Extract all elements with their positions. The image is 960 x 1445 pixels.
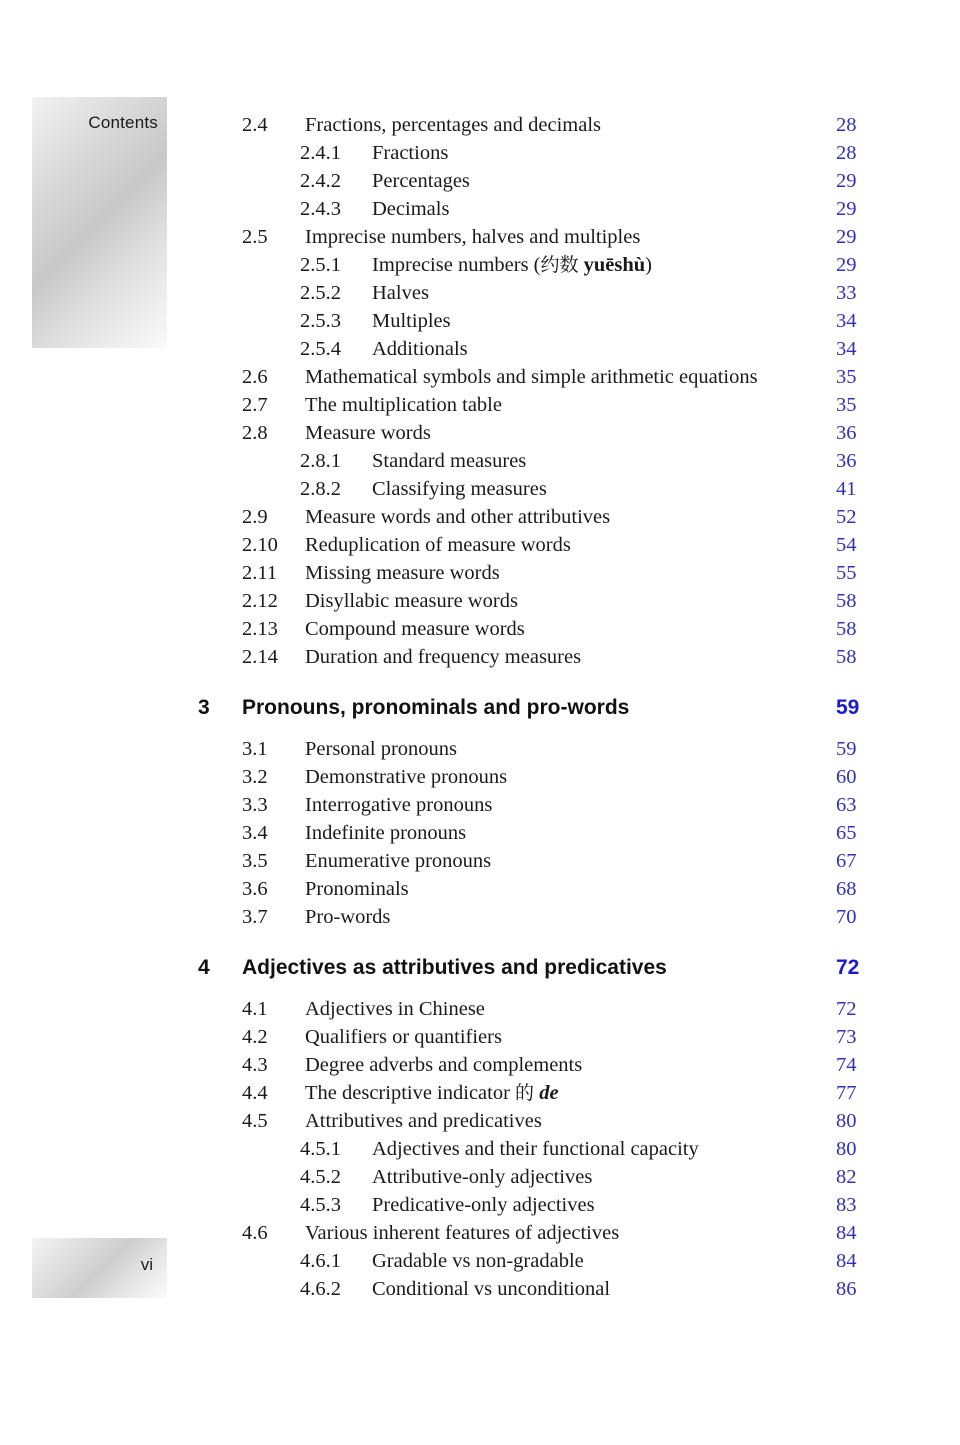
toc-entry-row[interactable] — [0, 447, 960, 475]
toc-entry-title: Adjectives and their functional capacity — [372, 1138, 699, 1160]
toc-entry-title: Degree adverbs and complements — [305, 1054, 583, 1076]
toc-entry-row[interactable] — [0, 1051, 960, 1079]
toc-entry-number: 4.5.2 — [300, 1166, 341, 1188]
toc-entry-title: Imprecise numbers, halves and multiples — [305, 226, 641, 248]
toc-entry-number: 4.3 — [242, 1054, 268, 1076]
toc-entry-title: Attributives and predicatives — [305, 1110, 542, 1132]
toc-entry-title: Halves — [372, 282, 429, 304]
toc-entry-number: 2.5.3 — [300, 310, 341, 332]
toc-entry-page-number: 80 — [836, 1138, 857, 1160]
toc-entry-number: 2.8.1 — [300, 450, 341, 472]
table-of-contents-list — [0, 111, 960, 1303]
toc-entry-row[interactable] — [0, 307, 960, 335]
toc-entry-row[interactable] — [0, 531, 960, 559]
toc-entry-row[interactable] — [0, 223, 960, 251]
toc-entry-page-number: 52 — [836, 506, 857, 528]
toc-entry-row[interactable] — [0, 391, 960, 419]
toc-entry-title: Adjectives in Chinese — [305, 998, 485, 1020]
toc-entry-title: Indefinite pronouns — [305, 822, 467, 844]
toc-entry-row[interactable] — [0, 615, 960, 643]
toc-entry-number: 2.5.2 — [300, 282, 341, 304]
toc-entry-title: Fractions — [372, 142, 449, 164]
toc-entry-number: 2.4.3 — [300, 198, 341, 220]
toc-entry-title: Various inherent features of adjectives — [305, 1222, 620, 1244]
toc-entry-number: 3.4 — [242, 822, 268, 844]
toc-entry-title: Percentages — [372, 170, 470, 192]
folio-block — [32, 1238, 167, 1298]
toc-entry-page-number: 28 — [836, 114, 857, 136]
toc-entry-number: 3.1 — [242, 738, 268, 760]
toc-entry-number: 2.12 — [242, 590, 278, 612]
toc-entry-row[interactable] — [0, 763, 960, 791]
toc-entry-row[interactable] — [0, 475, 960, 503]
toc-entry-row[interactable] — [0, 1163, 960, 1191]
toc-entry-page-number: 59 — [836, 738, 857, 760]
toc-entry-number: 2.13 — [242, 618, 278, 640]
toc-entry-page-number: 55 — [836, 562, 857, 584]
toc-entry-number: 3.2 — [242, 766, 268, 788]
toc-entry-number: 2.14 — [242, 646, 278, 668]
toc-entry-title: Adjectives as attributives and predicatives — [242, 956, 667, 979]
toc-entry-page-number: 60 — [836, 766, 857, 788]
toc-entry-number: 4.5.1 — [300, 1138, 341, 1160]
toc-entry-row[interactable] — [0, 995, 960, 1023]
toc-entry-number: 2.10 — [242, 534, 278, 556]
toc-entry-title: Mathematical symbols and simple arithmetic equations — [305, 366, 758, 388]
toc-entry-number: 2.9 — [242, 506, 268, 528]
toc-entry-number: 2.11 — [242, 562, 278, 584]
toc-entry-row[interactable] — [0, 139, 960, 167]
toc-entry-page-number: 80 — [836, 1110, 857, 1132]
toc-entry-page-number: 35 — [836, 366, 857, 388]
toc-entry-page-number: 70 — [836, 906, 857, 928]
toc-entry-row[interactable] — [0, 1191, 960, 1219]
toc-entry-row[interactable] — [0, 1107, 960, 1135]
toc-entry-number: 2.5.4 — [300, 338, 341, 360]
toc-entry-title: Qualifiers or quantifiers — [305, 1026, 502, 1048]
toc-entry-title: Classifying measures — [372, 478, 547, 500]
toc-entry-number: 4 — [198, 956, 210, 979]
toc-entry-row[interactable] — [0, 419, 960, 447]
toc-entry-title: Decimals — [372, 198, 450, 220]
toc-entry-page-number: 72 — [836, 956, 860, 979]
toc-entry-page-number: 29 — [836, 226, 857, 248]
toc-entry-page-number: 83 — [836, 1194, 857, 1216]
toc-entry-title: Enumerative pronouns — [305, 850, 492, 872]
toc-entry-row[interactable] — [0, 847, 960, 875]
toc-entry-number: 3.3 — [242, 794, 268, 816]
toc-entry-row[interactable] — [0, 503, 960, 531]
toc-entry-title: Pro-words — [305, 906, 391, 928]
toc-chapter-row[interactable] — [0, 691, 960, 725]
folio-number: vi — [140, 1255, 153, 1274]
toc-entry-title: Gradable vs non-gradable — [372, 1250, 584, 1272]
toc-entry-page-number: 68 — [836, 878, 857, 900]
toc-entry-title: Duration and frequency measures — [305, 646, 582, 668]
toc-entry-row[interactable] — [0, 643, 960, 671]
toc-entry-number: 4.4 — [242, 1082, 268, 1104]
toc-entry-page-number: 28 — [836, 142, 857, 164]
toc-entry-page-number: 73 — [836, 1026, 857, 1048]
toc-entry-page-number: 86 — [836, 1278, 857, 1300]
toc-entry-row[interactable] — [0, 111, 960, 139]
toc-entry-page-number: 35 — [836, 394, 857, 416]
toc-entry-page-number: 36 — [836, 422, 857, 444]
chinese-characters: 约数 — [540, 254, 579, 276]
toc-entry-number: 3.5 — [242, 850, 268, 872]
toc-entry-number: 4.6 — [242, 1222, 268, 1244]
toc-entry-title: Measure words and other attributives — [305, 506, 611, 528]
toc-entry-page-number: 67 — [836, 850, 857, 872]
toc-entry-title: Pronominals — [305, 878, 409, 900]
toc-entry-row[interactable] — [0, 791, 960, 819]
toc-entry-title: Conditional vs unconditional — [372, 1278, 611, 1300]
toc-entry-page-number: 54 — [836, 534, 857, 556]
toc-entry-page-number: 34 — [836, 310, 857, 332]
toc-entry-page-number: 34 — [836, 338, 857, 360]
toc-entry-number: 2.5.1 — [300, 254, 341, 276]
toc-entry-title: Reduplication of measure words — [305, 534, 571, 556]
toc-entry-number: 2.6 — [242, 366, 268, 388]
toc-entry-number: 2.8 — [242, 422, 268, 444]
toc-entry-row[interactable] — [0, 167, 960, 195]
toc-entry-page-number: 36 — [836, 450, 857, 472]
toc-entry-title: Pronouns, pronominals and pro-words — [242, 696, 630, 719]
toc-entry-number: 2.4.2 — [300, 170, 341, 192]
toc-entry-row[interactable] — [0, 1135, 960, 1163]
toc-entry-number: 4.6.2 — [300, 1278, 341, 1300]
toc-entry-number: 4.1 — [242, 998, 268, 1020]
toc-entry-number: 4.2 — [242, 1026, 268, 1048]
pinyin-text: yuēshù — [583, 254, 646, 276]
toc-entry-number: 3.6 — [242, 878, 268, 900]
toc-entry-title: Demonstrative pronouns — [305, 766, 508, 788]
running-head-label: Contents — [88, 113, 158, 132]
toc-entry-number: 4.5.3 — [300, 1194, 341, 1216]
toc-entry-page-number: 63 — [836, 794, 857, 816]
toc-entry-title: Multiples — [372, 310, 451, 332]
toc-entry-number: 2.5 — [242, 226, 268, 248]
toc-entry-number: 2.4 — [242, 114, 268, 136]
toc-entry-row[interactable] — [0, 1023, 960, 1051]
toc-entry-title: Compound measure words — [305, 618, 525, 640]
toc-entry-page-number: 33 — [836, 282, 857, 304]
toc-entry-page-number: 77 — [836, 1082, 857, 1104]
toc-entry-title: Measure words — [305, 422, 431, 444]
toc-entry-page-number: 29 — [836, 254, 857, 276]
toc-entry-row[interactable] — [0, 587, 960, 615]
toc-entry-title: Missing measure words — [305, 562, 500, 584]
toc-entry-row[interactable] — [0, 559, 960, 587]
toc-entry-title: The multiplication table — [305, 394, 502, 416]
toc-entry-number: 4.6.1 — [300, 1250, 341, 1272]
toc-entry-page-number: 41 — [836, 478, 857, 500]
toc-entry-row[interactable] — [0, 735, 960, 763]
toc-entry-number: 3.7 — [242, 906, 268, 928]
toc-entry-row[interactable] — [0, 195, 960, 223]
toc-entry-title: Imprecise numbers (约数 yuēshù) — [372, 254, 652, 276]
toc-entry-page-number: 82 — [836, 1166, 857, 1188]
toc-entry-number: 2.4.1 — [300, 142, 341, 164]
toc-entry-title: Personal pronouns — [305, 738, 458, 760]
toc-entry-number: 3 — [198, 696, 210, 719]
toc-entry-row[interactable] — [0, 903, 960, 931]
toc-entry-row[interactable] — [0, 279, 960, 307]
toc-entry-number: 2.7 — [242, 394, 268, 416]
toc-entry-number: 4.5 — [242, 1110, 268, 1132]
toc-entry-page-number: 58 — [836, 646, 857, 668]
romanized-term: de — [539, 1082, 559, 1104]
toc-entry-title: Attributive-only adjectives — [372, 1166, 593, 1188]
toc-entry-page-number: 29 — [836, 170, 857, 192]
toc-entry-page-number: 84 — [836, 1222, 857, 1244]
chinese-characters: 的 — [515, 1082, 535, 1104]
toc-entry-page-number: 58 — [836, 618, 857, 640]
toc-entry-title: The descriptive indicator 的 de — [305, 1082, 559, 1104]
toc-entry-title: Disyllabic measure words — [305, 590, 518, 612]
toc-entry-page-number: 65 — [836, 822, 857, 844]
toc-entry-page-number: 29 — [836, 198, 857, 220]
toc-entry-page-number: 74 — [836, 1054, 857, 1076]
toc-chapter-row[interactable] — [0, 951, 960, 985]
toc-entry-title: Additionals — [372, 338, 468, 360]
toc-entry-title: Fractions, percentages and decimals — [305, 114, 601, 136]
toc-entry-title: Predicative-only adjectives — [372, 1194, 595, 1216]
toc-entry-page-number: 59 — [836, 696, 860, 719]
toc-entry-row[interactable] — [0, 819, 960, 847]
toc-entry-row[interactable] — [0, 875, 960, 903]
toc-entry-page-number: 84 — [836, 1250, 857, 1272]
toc-entry-row[interactable] — [0, 251, 960, 279]
toc-entry-row[interactable] — [0, 1079, 960, 1107]
toc-entry-page-number: 72 — [836, 998, 857, 1020]
toc-entry-title: Standard measures — [372, 450, 527, 472]
toc-entry-page-number: 58 — [836, 590, 857, 612]
toc-entry-row[interactable] — [0, 335, 960, 363]
toc-entry-row[interactable] — [0, 363, 960, 391]
toc-entry-number: 2.8.2 — [300, 478, 341, 500]
toc-entry-title: Interrogative pronouns — [305, 794, 493, 816]
